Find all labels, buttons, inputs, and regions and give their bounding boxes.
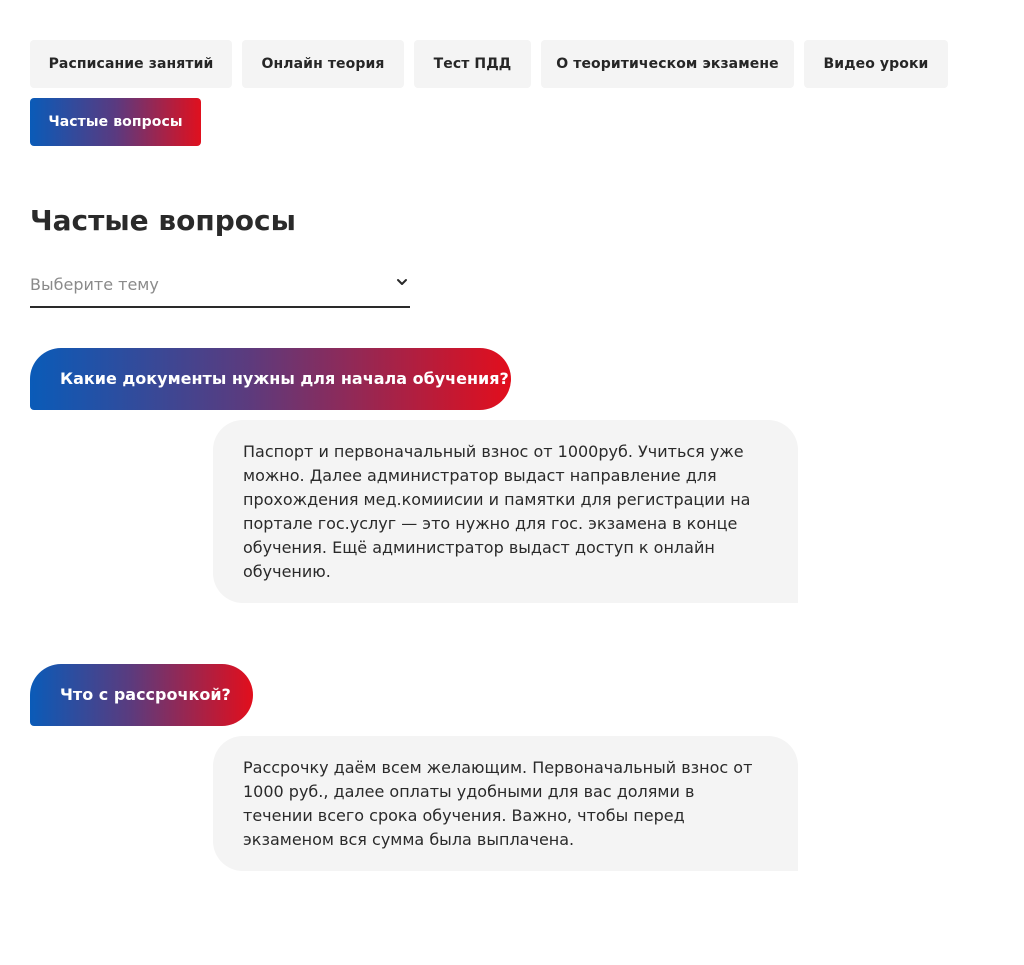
chevron-down-icon (396, 276, 408, 288)
faq-answer: Паспорт и первоначальный взнос от 1000руб. Учиться уже можно. Далее администратор выдаст направление для прохождения мед.комиисии и памятки для регистрации на портале гос.услуг — это нужно для гос. экзамена в конце обучения. Ещё администратор выдаст доступ к онлайн обучению. (213, 420, 798, 603)
faq-answer: Рассрочку даём всем желающим. Первоначальный взнос от 1000 руб., далее оплаты удобными для вас долями в течении всего срока обучения. Важно, чтобы перед экзаменом вся сумма была выплачена. (213, 736, 798, 871)
tab-video-lessons[interactable]: Видео уроки (804, 40, 948, 88)
faq-question[interactable]: Какие документы нужны для начала обучения? (30, 348, 511, 410)
topic-select[interactable] (30, 266, 410, 308)
tab-online-theory[interactable]: Онлайн теория (242, 40, 404, 88)
tab-schedule[interactable]: Расписание занятий (30, 40, 232, 88)
faq-question[interactable]: Что с рассрочкой? (30, 664, 253, 726)
page-title: Частые вопросы (30, 204, 296, 237)
tab-traffic-test[interactable]: Тест ПДД (414, 40, 531, 88)
topic-select-value: Выберите тему (30, 275, 159, 294)
tab-theory-exam[interactable]: О теоритическом экзамене (541, 40, 794, 88)
tab-faq[interactable]: Частые вопросы (30, 98, 201, 146)
